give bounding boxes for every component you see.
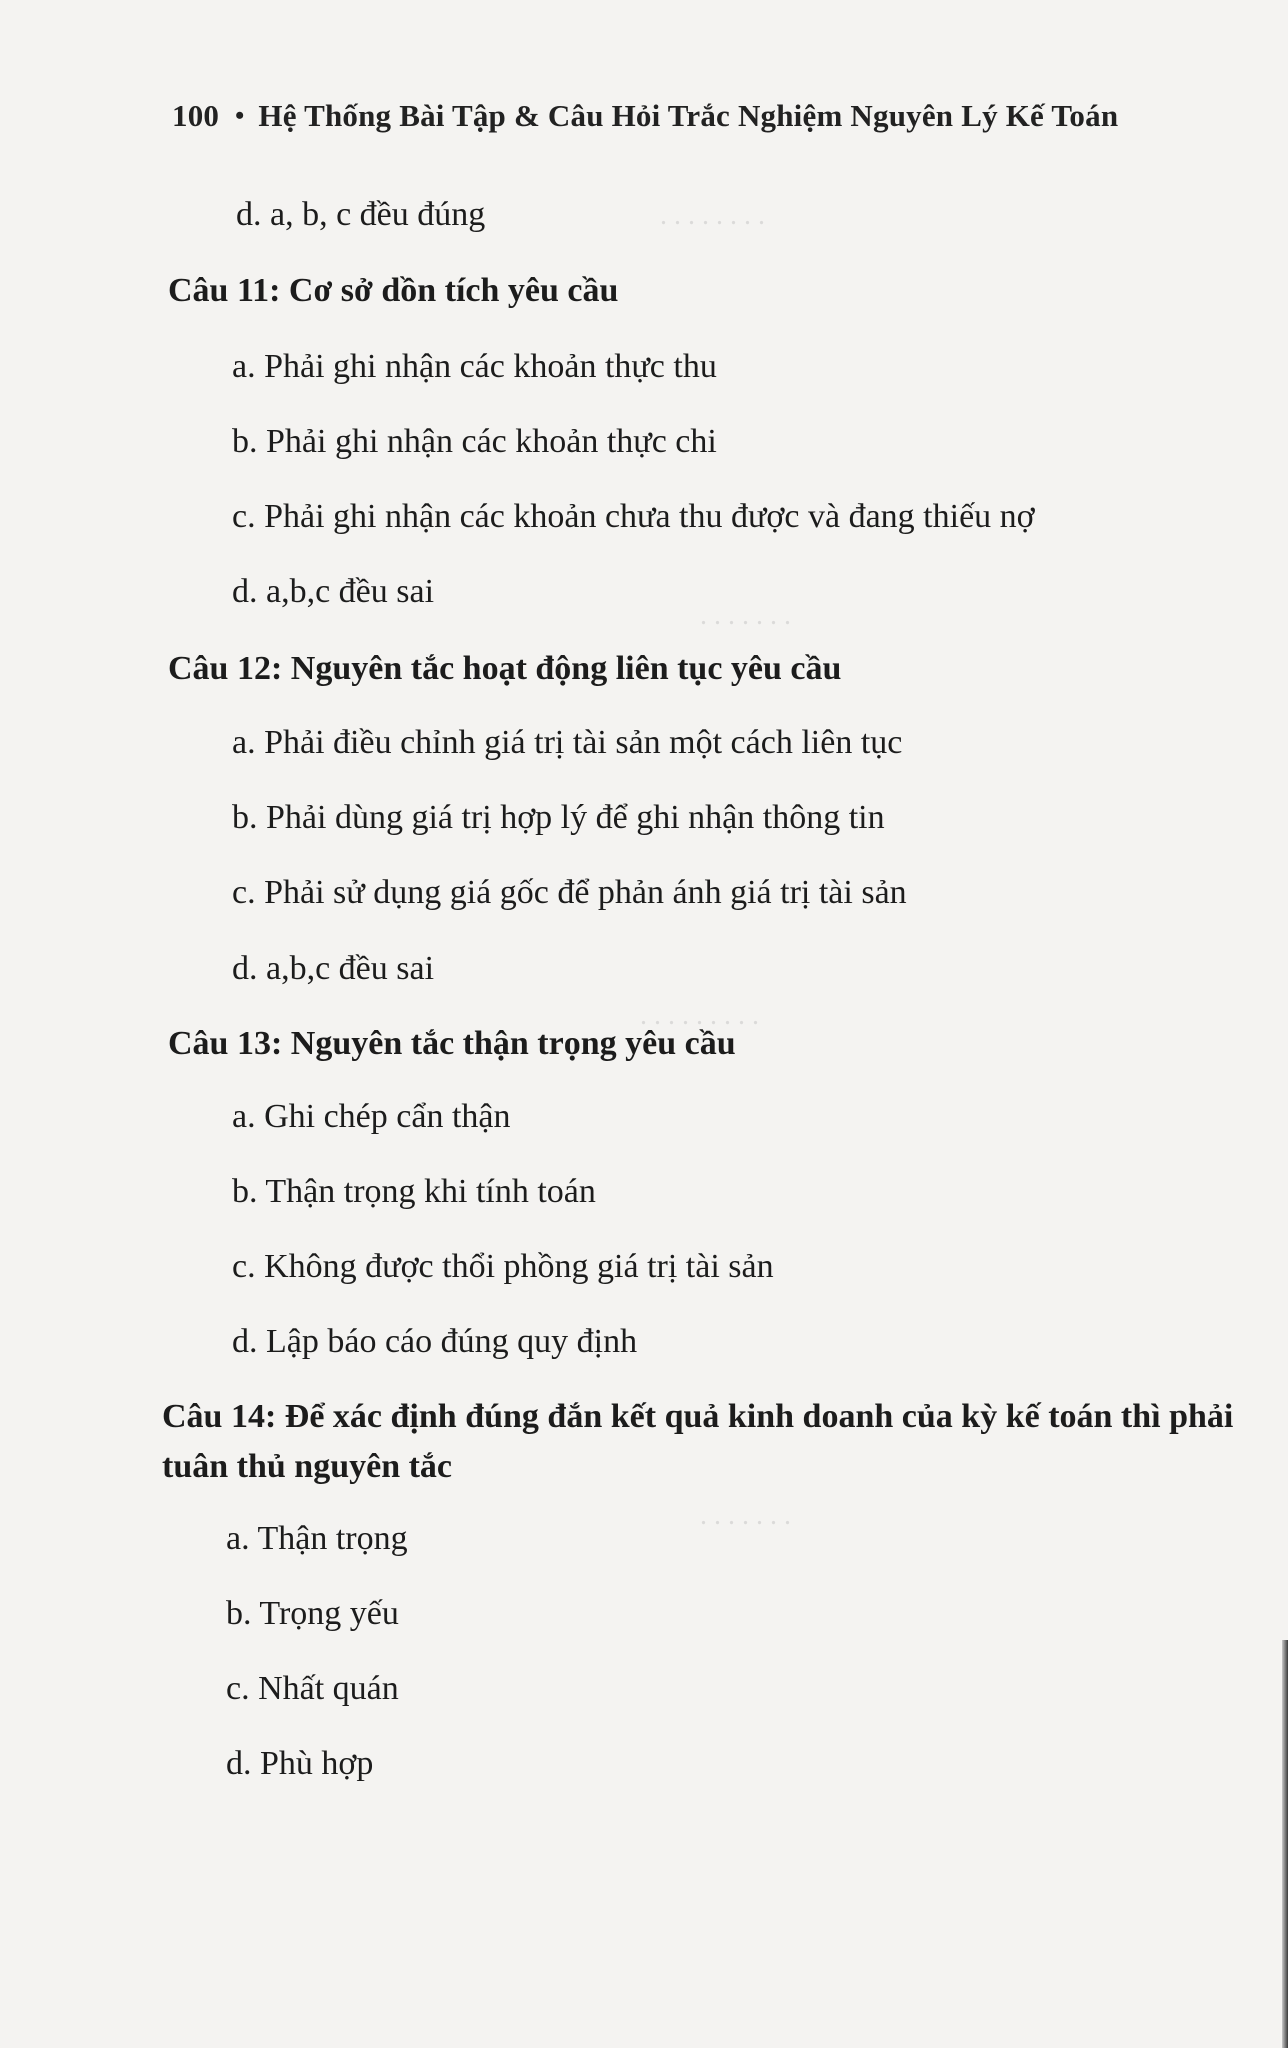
- question-12-title: Câu 12: Nguyên tắc hoạt động liên tục yêu cầu: [168, 650, 842, 687]
- question-11-option-d: d. a,b,c đều sai: [232, 573, 435, 610]
- question-14-option-c: c. Nhất quán: [226, 1670, 399, 1707]
- question-11-option-c: c. Phải ghi nhận các khoản chưa thu được và đang thiếu nợ: [232, 498, 1035, 535]
- question-13-option-c: c. Không được thổi phồng giá trị tài sản: [232, 1248, 774, 1285]
- carryover-option: d. a, b, c đều đúng: [236, 196, 486, 233]
- question-13-option-d: d. Lập báo cáo đúng quy định: [232, 1323, 638, 1360]
- book-page: . . . . . . . . . . . . . . . . . . . . . . . . . . . . . . . 100 • Hệ Thống Bài Tập & Câu Hỏi Trắc Nghiệm Nguyên Lý Kế Toán d. a, b, c đều đúng Câu 11: Cơ sở dồn tích yêu cầu a. Phải ghi nhận các khoản thực thu b. Phải ghi nhận các khoản thực chi c. Phải ghi nhận các khoản chưa thu được và đang thiếu nợ d. a,b,c đều sai Câu 12: Nguyên tắc hoạt động liên tục yêu cầu a. Phải điều chỉnh giá trị tài sản một cách liên tục b. Phải dùng giá trị hợp lý để ghi nhận thông tin c. Phải sử dụng giá gốc để phản ánh giá trị tài sản d. a,b,c đều sai Câu 13: Nguyên tắc thận trọng yêu cầu a. Ghi chép cẩn thận b. Thận trọng khi tính toán c. Không được thổi phồng giá trị tài sản d. Lập báo cáo đúng quy định Câu 14: Để xác định đúng đắn kết quả kinh doanh của kỳ kế toán thì phải tuân thủ nguyên tắc a. Thận trọng b. Trọng yếu c. Nhất quán d. Phù hợp: [0, 0, 1288, 2048]
- question-11-title: Câu 11: Cơ sở dồn tích yêu cầu: [168, 272, 619, 309]
- page-number: 100: [172, 98, 220, 133]
- question-14-option-a: a. Thận trọng: [226, 1520, 408, 1557]
- question-12-option-a: a. Phải điều chỉnh giá trị tài sản một cách liên tục: [232, 724, 903, 761]
- book-title: Hệ Thống Bài Tập & Câu Hỏi Trắc Nghiệm Nguyên Lý Kế Toán: [258, 98, 1119, 133]
- page-edge-shadow: [1282, 1640, 1288, 2048]
- question-13-option-b: b. Thận trọng khi tính toán: [232, 1173, 596, 1210]
- running-header: [172, 98, 1118, 134]
- question-13-title: Câu 13: Nguyên tắc thận trọng yêu cầu: [168, 1025, 736, 1062]
- question-14-option-d: d. Phù hợp: [226, 1745, 374, 1782]
- question-12-option-d: d. a,b,c đều sai: [232, 950, 435, 987]
- question-14-title: Câu 14: Để xác định đúng đắn kết quả kinh doanh của kỳ kế toán thì phải tuân thủ nguyên tắc: [162, 1398, 1234, 1485]
- question-11-option-a: a. Phải ghi nhận các khoản thực thu: [232, 348, 717, 385]
- question-14-option-b: b. Trọng yếu: [226, 1595, 399, 1632]
- question-13-option-a: a. Ghi chép cẩn thận: [232, 1098, 511, 1135]
- question-12-option-b: b. Phải dùng giá trị hợp lý để ghi nhận thông tin: [232, 799, 885, 836]
- question-12-option-c: c. Phải sử dụng giá gốc để phản ánh giá trị tài sản: [232, 874, 907, 911]
- question-11-option-b: b. Phải ghi nhận các khoản thực chi: [232, 423, 717, 460]
- header-bullet: •: [235, 101, 245, 130]
